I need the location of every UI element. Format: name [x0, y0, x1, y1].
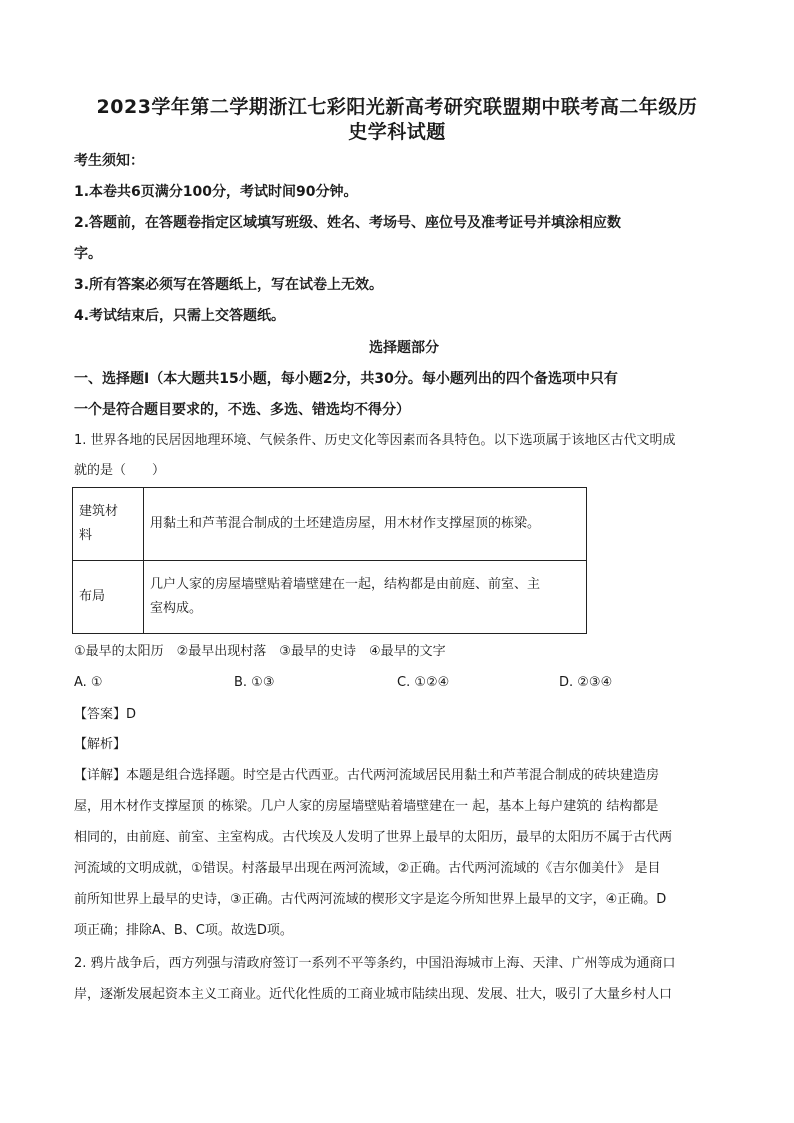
exam-title-line2: 史学科试题 — [348, 121, 446, 143]
table-key-text: 料 — [79, 528, 93, 543]
table-value-cell — [144, 488, 587, 561]
section-title: 选择题部分 — [369, 340, 439, 356]
table-key-cell — [73, 561, 144, 634]
notice-item: 字。 — [74, 246, 102, 262]
table-value-text: 几户人家的房屋墙壁贴着墙壁建在一起，结构都是由前庭、前室、主 — [150, 577, 541, 592]
section-instruction: 一个是符合题目要求的，不选、多选、错选均不得分） — [74, 402, 410, 418]
table-value-text: 室构成。 — [150, 601, 203, 616]
analysis-text: 项正确；排除A、B、C项。故选D项。 — [74, 923, 293, 938]
table-key-text: 建筑材 — [79, 504, 119, 519]
table-value-cell — [144, 561, 587, 634]
table-key-text: 布局 — [79, 589, 106, 604]
question-1-stem: 1. 世界各地的民居因地理环境、气候条件、历史文化等因素而各具特色。以下选项属于该地区古代文明成 — [74, 433, 676, 448]
notice-item: 1.本卷共6页满分100分，考试时间90分钟。 — [74, 184, 358, 200]
section-instruction: 一、选择题Ⅰ（本大题共15小题，每小题2分，共30分。每小题列出的四个备选项中只有 — [74, 371, 618, 387]
table-row — [73, 488, 587, 561]
analysis-text: 前所知世界上最早的史诗，③正确。古代两河流域的楔形文字是迄今所知世界上最早的文字，④正确。D — [74, 892, 667, 907]
analysis-text: 【详解】本题是组合选择题。时空是古代西亚。古代两河流域居民用黏土和芦苇混合制成的砖块建造房 — [74, 768, 660, 783]
notice-item: 2.答题前，在答题卷指定区域填写班级、姓名、考场号、座位号及准考证号并填涂相应数 — [74, 215, 622, 231]
question-2-stem: 岸，逐渐发展起资本主义工商业。近代化性质的工商业城市陆续出现、发展、壮大，吸引了大量乡村人口 — [74, 987, 673, 1002]
question-1-table — [72, 487, 587, 634]
notice-item: 3.所有答案必须写在答题纸上，写在试卷上无效。 — [74, 277, 384, 293]
analysis-text: 相同的，由前庭、前室、主室构成。古代埃及人发明了世界上最早的太阳历，最早的太阳历不属于古代两 — [74, 830, 673, 845]
table-key-cell — [73, 488, 144, 561]
option-c: C. ①②④ — [397, 675, 450, 690]
question-1-statements: ①最早的太阳历 ②最早出现村落 ③最早的史诗 ④最早的文字 — [74, 644, 446, 659]
option-b: B. ①③ — [234, 675, 275, 690]
exam-title-line1: 2023学年第二学期浙江七彩阳光新高考研究联盟期中联考高二年级历 — [96, 96, 698, 118]
option-a: A. ① — [74, 675, 103, 690]
question-1-stem: 就的是（ ） — [74, 463, 166, 478]
notice-heading: 考生须知： — [74, 153, 144, 169]
answer-label: 【答案】D — [74, 707, 137, 722]
notice-item: 4.考试结束后，只需上交答题纸。 — [74, 308, 286, 324]
table-value-text: 用黏土和芦苇混合制成的土坯建造房屋，用木材作支撑屋顶的栋梁。 — [150, 516, 541, 531]
table-row — [73, 561, 587, 634]
analysis-text: 河流域的文明成就，①错误。村落最早出现在两河流域，②正确。古代两河流域的《吉尔伽美什》 是目 — [74, 861, 661, 876]
question-2-stem: 2. 鸦片战争后，西方列强与清政府签订一系列不平等条约，中国沿海城市上海、天津、广州等成为通商口 — [74, 956, 676, 971]
option-d: D. ②③④ — [559, 675, 613, 690]
analysis-text: 屋，用木材作支撑屋顶 的栋梁。几户人家的房屋墙壁贴着墙壁建在一 起，基本上每户建筑的 结构都是 — [74, 799, 659, 814]
analysis-label: 【解析】 — [74, 737, 127, 752]
